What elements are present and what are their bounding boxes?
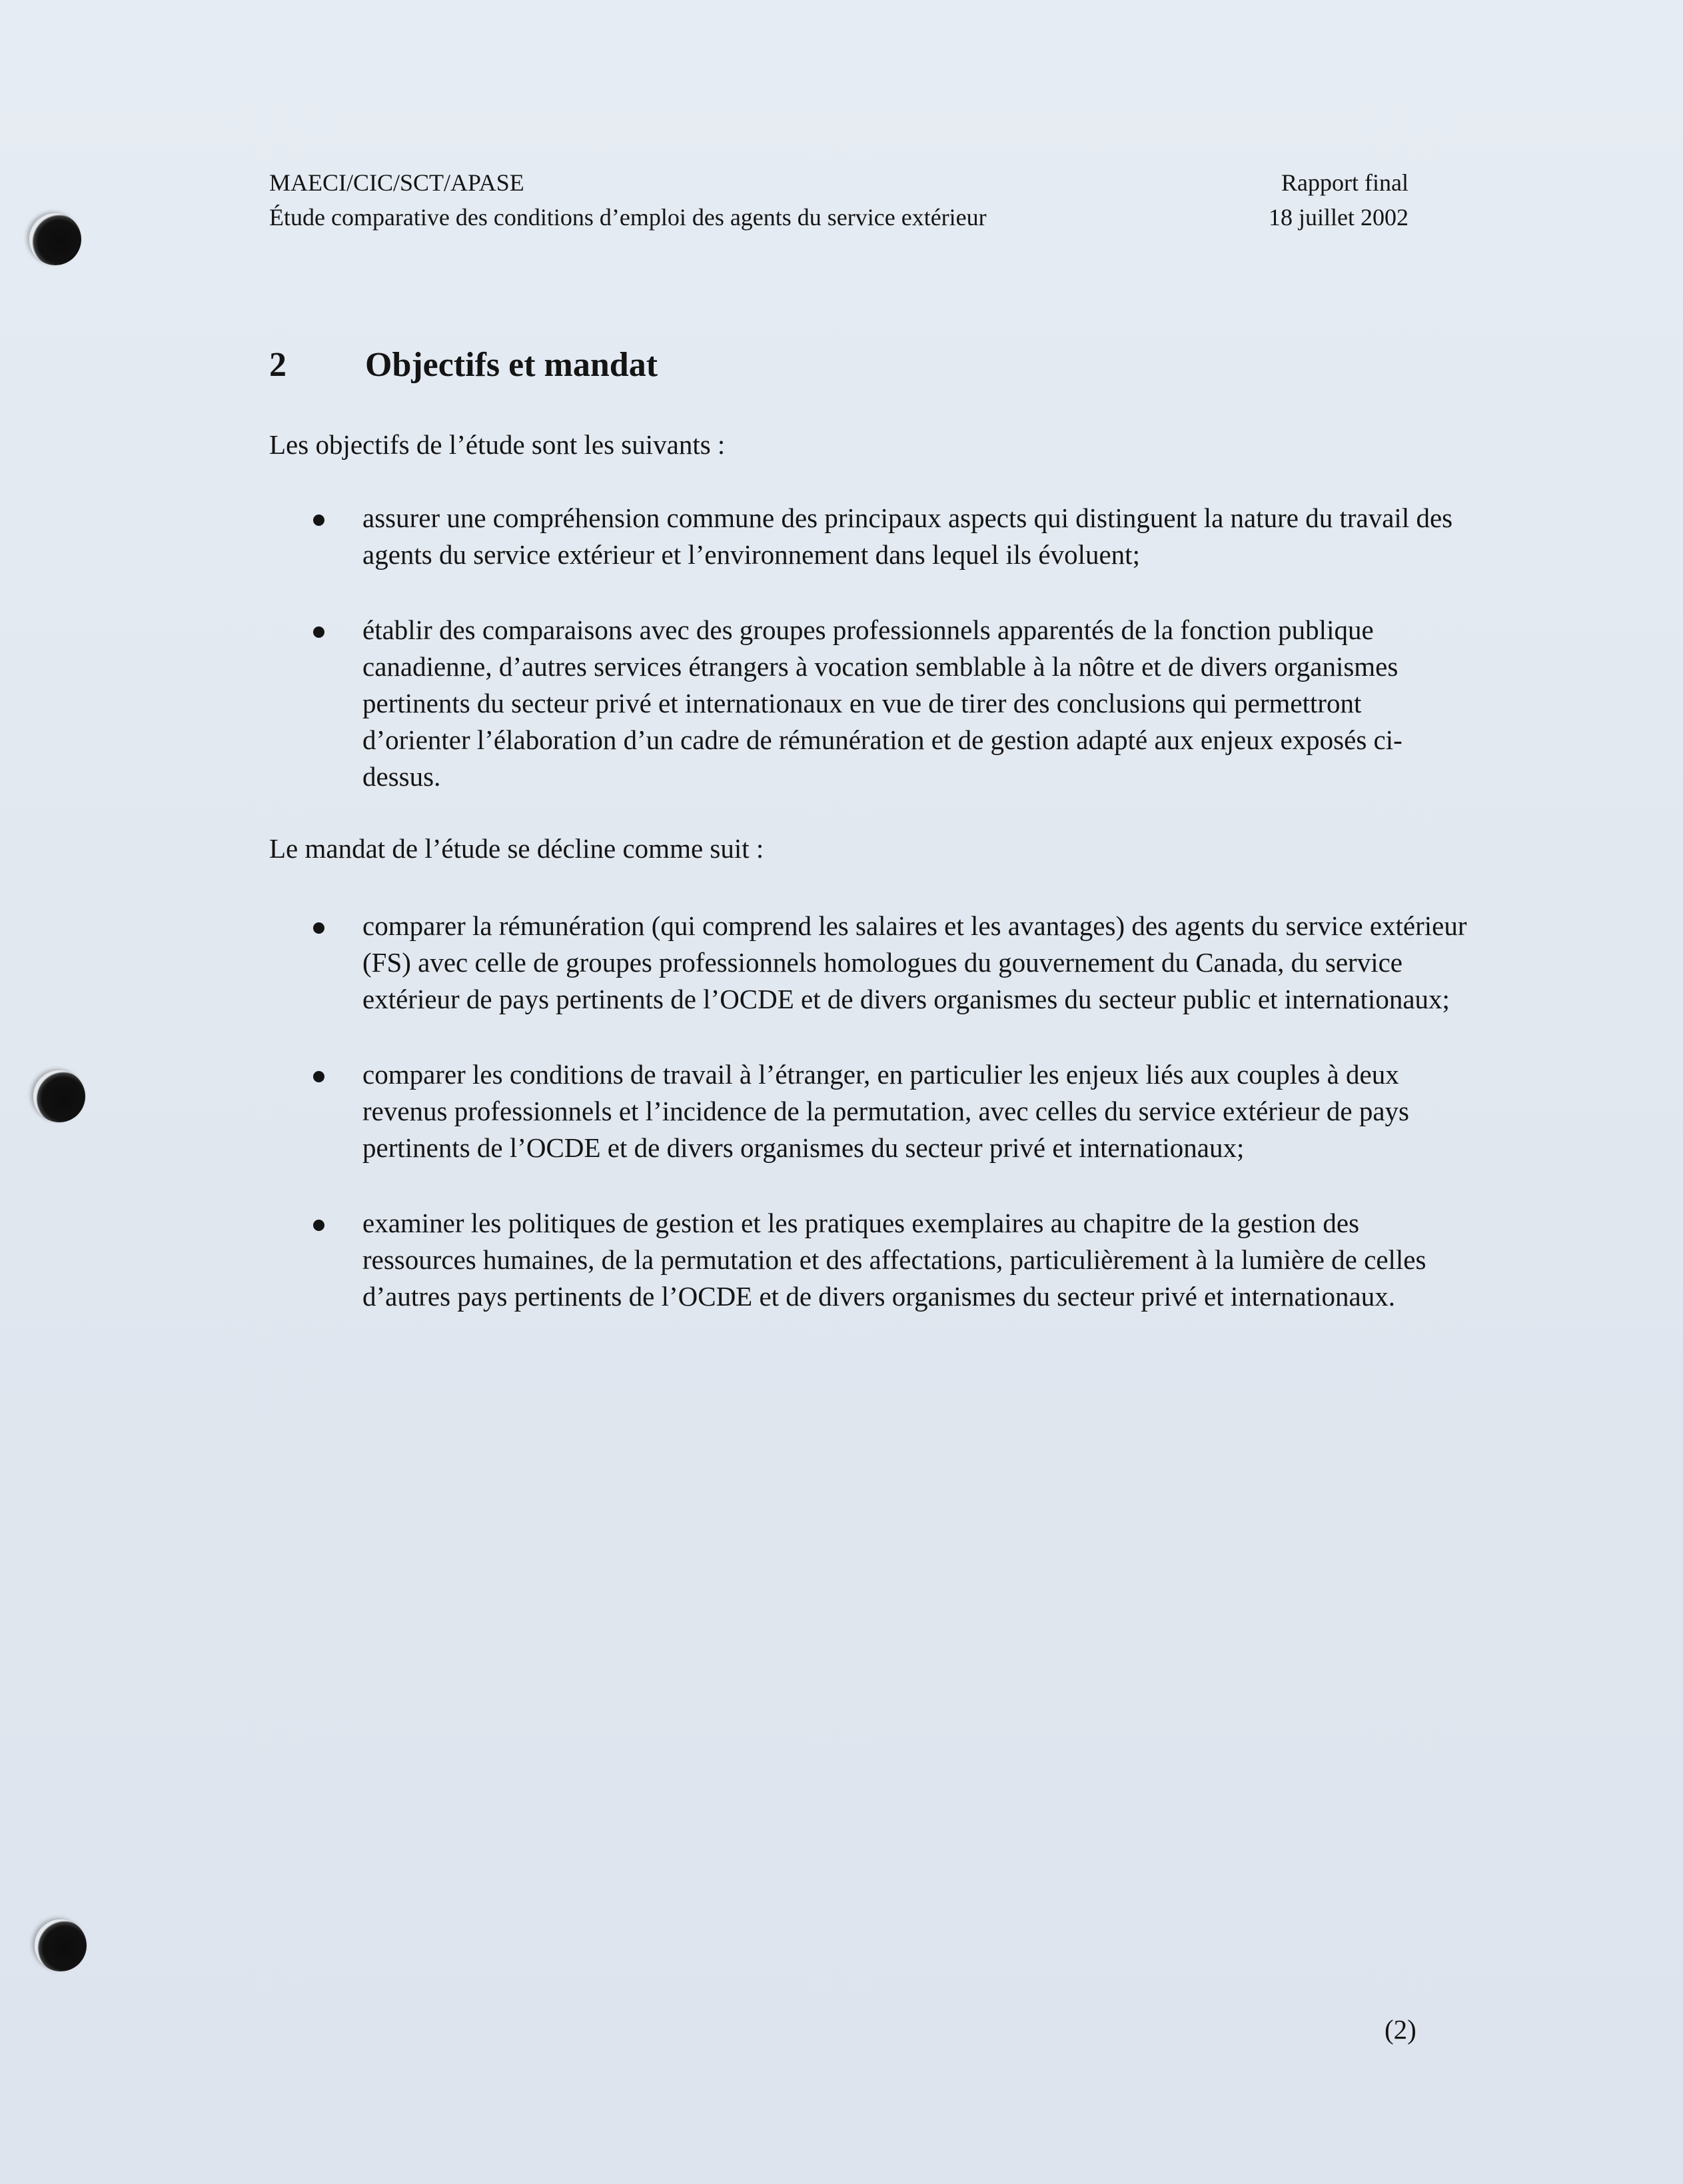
section-heading [269,339,658,392]
bullet-icon [313,1071,324,1082]
list-item [269,612,1475,795]
list-item-text: examiner les politiques de gestion et les pratiques exemplaires au chapitre de la gestion des ressources humaines, de la permutation et des affectations, particulièrement à la lumière de celles d’autres pays pertinents de l’OCDE et de divers organismes du secteur privé et internationaux. [362,1208,1426,1312]
objectifs-list [269,500,1475,795]
list-item [269,908,1475,1018]
list-item-text: assurer une compréhension commune des principaux aspects qui distinguent la nature du travail des agents du service extérieur et l’environnement dans lequel ils évoluent; [362,503,1453,570]
list-item-text: comparer la rémunération (qui comprend les salaires et les avantages) des agents du service extérieur (FS) avec celle de groupes professionnels homologues du gouvernement du Canada, du service extérieur de pays pertinents de l’OCDE et de divers organismes du secteur public et internationaux; [362,910,1467,1014]
header-left [269,165,987,235]
list-item [269,1056,1475,1166]
list-item-text: comparer les conditions de travail à l’étranger, en particulier les enjeux liés aux couples à deux revenus professionnels et l’incidence de la permutation, avec celles du service extérieur de pays pertinents de l’OCDE et de divers organismes du secteur privé et internationaux; [362,1059,1410,1163]
header-date: 18 juillet 2002 [1269,204,1408,231]
header-organizations: MAECI/CIC/SCT/APASE [269,169,524,196]
header-right [1269,165,1408,235]
header-report-type: Rapport final [1281,169,1408,196]
list-item [269,1205,1475,1315]
page-number: (2) [1385,2014,1416,2045]
mandat-intro: Le mandat de l’étude se décline comme suit : [269,833,764,864]
mandat-list [269,908,1475,1315]
list-item-text: établir des comparaisons avec des groupes professionnels apparentés de la fonction publique canadienne, d’autres services étrangers à vocation semblable à la nôtre et de divers organismes pertinents du secteur privé et internationaux en vue de tirer des conclusions qui permettront d’orienter l’élaboration d’un cadre de rémunération et de gestion adapté aux enjeux exposés ci-dessus. [362,614,1402,792]
bullet-icon [313,1220,324,1231]
punch-hole [33,1070,85,1122]
bullet-icon [313,626,324,638]
header-document-title: Étude comparative des conditions d’emploi des agents du service extérieur [269,204,987,231]
objectifs-intro: Les objectifs de l’étude sont les suivants : [269,429,726,460]
punch-hole [35,1919,87,1971]
bullet-icon [313,922,324,934]
section-title: Objectifs et mandat [365,346,658,384]
page-header [269,165,1408,232]
list-item [269,500,1475,573]
punch-hole [29,213,81,265]
section-number: 2 [269,346,286,384]
bullet-icon [313,515,324,526]
